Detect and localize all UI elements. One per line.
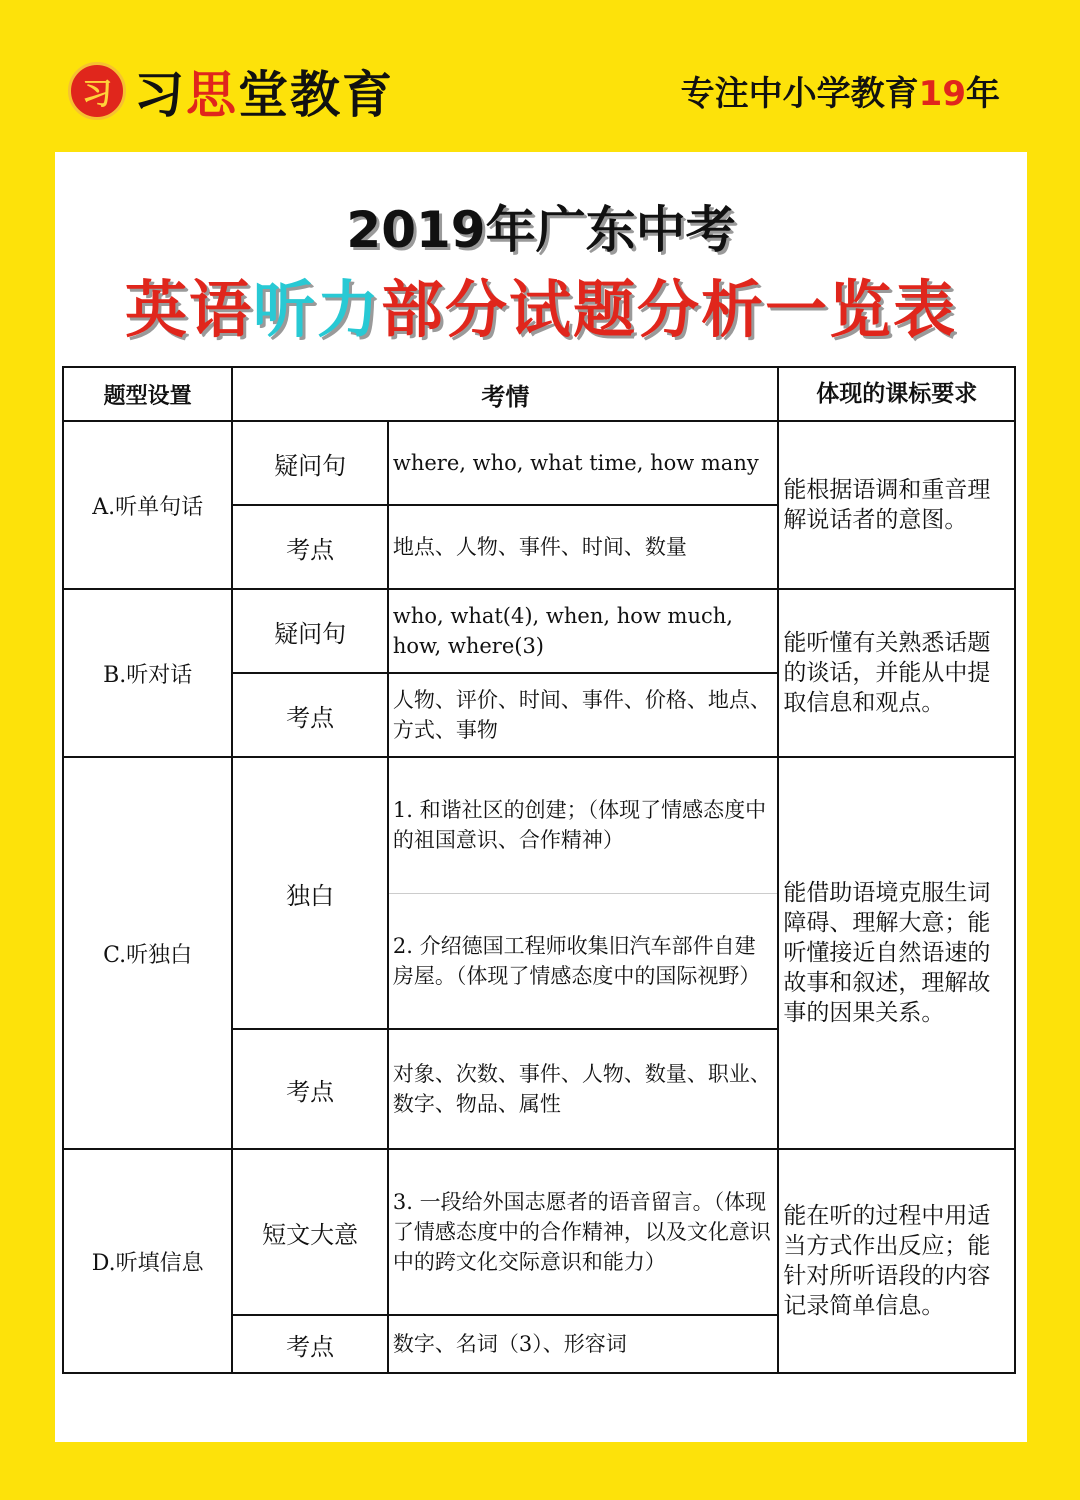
row-label: 短文大意 — [232, 1149, 388, 1315]
row-label: 考点 — [232, 505, 388, 589]
row-content-a: 1. 和谐社区的创建；（体现了情感态度中的祖国意识、合作精神） — [388, 757, 779, 893]
slogan — [681, 66, 1000, 115]
row-content: where, who, what time, how many — [388, 421, 779, 505]
header-type: 题型设置 — [63, 367, 232, 421]
section-requirement: 能借助语境克服生词障碍、理解大意；能听懂接近自然语速的故事和叙述，理解故事的因果关系。 — [778, 757, 1015, 1149]
table-row — [63, 1149, 1015, 1315]
title-line2-part2: 部分试题分析一览表 — [381, 273, 958, 346]
section-type: A.听单句话 — [63, 421, 232, 589]
section-requirement: 能在听的过程中用适当方式作出反应；能针对所听语段的内容记录简单信息。 — [778, 1149, 1015, 1373]
row-label: 考点 — [232, 1029, 388, 1149]
header-situation: 考情 — [232, 367, 778, 421]
table-row — [63, 421, 1015, 505]
table-header-row — [63, 367, 1015, 421]
table-row — [63, 589, 1015, 673]
row-content: 3. 一段给外国志愿者的语音留言。（体现了情感态度中的合作精神，以及文化意识中的跨文化交际意识和能力） — [388, 1149, 779, 1315]
brand-name-part2: 思 — [186, 66, 238, 124]
row-content: who, what(4), when, how much, how, where(3) — [388, 589, 779, 673]
row-content-b: 2. 介绍德国工程师收集旧汽车部件自建房屋。（体现了情感态度中的国际视野） — [388, 893, 779, 1029]
row-content: 人物、评价、时间、事件、价格、地点、方式、事物 — [388, 673, 779, 757]
row-label: 考点 — [232, 1315, 388, 1373]
logo-badge-icon: 习 — [68, 62, 126, 120]
row-label: 疑问句 — [232, 589, 388, 673]
row-label: 独白 — [232, 757, 388, 1029]
row-content: 地点、人物、事件、时间、数量 — [388, 505, 779, 589]
analysis-table — [62, 366, 1016, 1374]
row-content: 对象、次数、事件、人物、数量、职业、数字、物品、属性 — [388, 1029, 779, 1149]
brand-name-part1: 习 — [134, 66, 186, 124]
title-line2 — [55, 260, 1027, 349]
slogan-prefix: 专注中小学教育 — [680, 74, 919, 114]
row-label: 疑问句 — [232, 421, 388, 505]
title-line2-highlight: 听力 — [252, 273, 381, 346]
brand-name-part3: 堂教育 — [238, 66, 394, 124]
title-line2-part1: 英语 — [124, 273, 253, 346]
header-requirement: 体现的课标要求 — [778, 367, 1015, 421]
section-type: B.听对话 — [63, 589, 232, 757]
slogan-number: 19 — [918, 74, 966, 114]
section-requirement: 能听懂有关熟悉话题的谈话，并能从中提取信息和观点。 — [778, 589, 1015, 757]
brand-logo — [68, 55, 394, 127]
table-row — [63, 757, 1015, 893]
brand-name — [134, 55, 394, 127]
title-line1: 2019年广东中考 — [346, 201, 736, 259]
slogan-suffix: 年 — [966, 74, 1000, 114]
section-requirement: 能根据语调和重音理解说话者的意图。 — [778, 421, 1015, 589]
section-type: D.听填信息 — [63, 1149, 232, 1373]
header — [0, 0, 1080, 150]
row-content: 数字、名词（3）、形容词 — [388, 1315, 779, 1373]
row-label: 考点 — [232, 673, 388, 757]
section-type: C.听独白 — [63, 757, 232, 1149]
